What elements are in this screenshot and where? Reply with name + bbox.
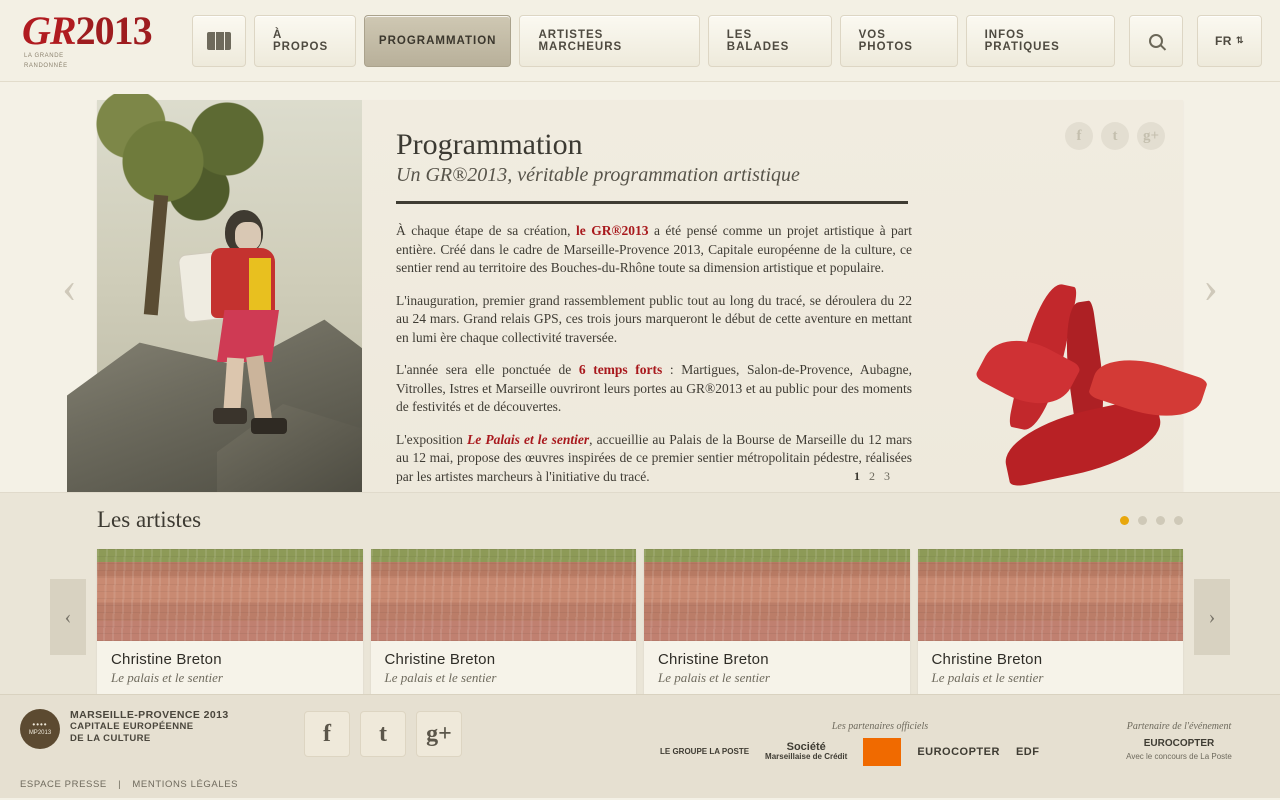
hiker-skirt bbox=[217, 310, 279, 362]
site-logo[interactable] bbox=[22, 7, 164, 70]
nav-item-vos-photos[interactable]: VOS PHOTOS bbox=[840, 15, 958, 67]
footer-links bbox=[20, 779, 238, 790]
hero-next-button[interactable]: › bbox=[1203, 262, 1218, 312]
artist-card-subtitle: Le palais et le sentier bbox=[658, 670, 770, 685]
mp2013-badge-text: MP2013 bbox=[28, 730, 52, 736]
main-navigation bbox=[192, 15, 1262, 67]
site-header bbox=[0, 0, 1280, 82]
carousel-dot-4[interactable] bbox=[1174, 516, 1183, 525]
hiker-jacket-stripe bbox=[249, 258, 271, 316]
pagination-page-1[interactable]: 1 bbox=[854, 469, 863, 483]
event-partner-label: Partenaire de l'événement bbox=[1126, 721, 1232, 732]
twitter-icon[interactable]: t bbox=[1101, 122, 1129, 150]
hiker-figure bbox=[189, 210, 309, 440]
paragraph-text: L'inauguration, premier grand rassemblement public tout au long du tracé, se déroulera du 22 au 24 mars. Grand relais GPS, ces trois jours marqueront le début de cette aventure en mettant en lumi ère chaque collectivité traversée. bbox=[396, 292, 912, 345]
artist-card-subtitle: Le palais et le sentier bbox=[384, 670, 497, 685]
artist-card[interactable] bbox=[371, 549, 637, 700]
twitter-icon[interactable]: t bbox=[360, 711, 406, 757]
logo-year-text: 2013 bbox=[75, 7, 152, 53]
carousel-dot-1[interactable] bbox=[1120, 516, 1129, 525]
artist-card-image bbox=[918, 549, 1184, 641]
artist-card-name: Christine Breton bbox=[384, 651, 496, 668]
artist-card-body bbox=[644, 641, 910, 700]
nav-item-infos-pratiques[interactable]: INFOS PRATIQUES bbox=[966, 15, 1115, 67]
highlighted-text[interactable]: 6 temps forts bbox=[578, 362, 663, 377]
artist-card-body bbox=[371, 641, 637, 700]
title-divider bbox=[396, 201, 908, 204]
artist-card-image bbox=[644, 549, 910, 641]
paragraph-text: a été pensé comme un projet artistique à part entière. Créé dans le cadre de Marseille-Provence 2013, Capitale européenne de la culture, ce sentier rend au territoire des Bouches-du-Rhône toute sa dimension artistique et populaire. bbox=[396, 223, 912, 275]
google-plus-icon[interactable]: g+ bbox=[416, 711, 462, 757]
footer-link-espace-presse[interactable]: ESPACE PRESSE bbox=[20, 779, 107, 790]
hiker-leg-right bbox=[246, 355, 273, 427]
footer-link-mentions-legales[interactable]: MENTIONS LÉGALES bbox=[132, 779, 239, 790]
nav-item-programmation[interactable]: PROGRAMMATION bbox=[364, 15, 512, 67]
artist-card-name: Christine Breton bbox=[658, 651, 769, 668]
search-icon bbox=[1149, 34, 1163, 48]
google-plus-icon[interactable]: g+ bbox=[1137, 122, 1165, 150]
partner-smc-line1: Société bbox=[786, 741, 826, 753]
footer-links-separator: | bbox=[118, 779, 122, 790]
chevron-updown-icon: ⇅ bbox=[1235, 35, 1244, 45]
highlighted-text[interactable]: le GR®2013 bbox=[576, 223, 649, 238]
language-selector[interactable] bbox=[1197, 15, 1262, 67]
hero-social-links bbox=[1065, 122, 1165, 150]
artist-card[interactable] bbox=[918, 549, 1184, 700]
partner-smc[interactable] bbox=[765, 742, 847, 762]
artists-section bbox=[0, 492, 1280, 694]
carousel-dot-2[interactable] bbox=[1138, 516, 1147, 525]
hiker-face bbox=[235, 222, 261, 250]
artist-card-subtitle: Le palais et le sentier bbox=[111, 670, 223, 685]
mp2013-line2: CAPITALE EUROPÉENNE bbox=[70, 721, 194, 732]
artist-card-body bbox=[97, 641, 363, 700]
hero-paragraph-2 bbox=[396, 292, 912, 348]
partner-eurocopter[interactable]: EUROCOPTER bbox=[917, 746, 1000, 758]
logo-subtitle-line1: LA GRANDE bbox=[24, 52, 64, 59]
hero-section bbox=[0, 82, 1280, 492]
search-button[interactable] bbox=[1129, 15, 1183, 67]
partner-smc-line2: Marseillaise de Crédit bbox=[765, 752, 848, 761]
page-subtitle: Un GR®2013, véritable programmation artistique bbox=[396, 164, 800, 186]
mp2013-line3: DE LA CULTURE bbox=[70, 733, 151, 744]
paragraph-text: L'exposition bbox=[396, 431, 468, 447]
facebook-icon[interactable]: f bbox=[304, 711, 350, 757]
logo-subtitle-line2: RANDONNÉE bbox=[24, 62, 68, 69]
hero-paragraph-list bbox=[396, 222, 1143, 537]
nav-item-map[interactable] bbox=[192, 15, 246, 67]
hero-prev-button[interactable]: ‹ bbox=[62, 262, 77, 312]
artists-carousel-dots bbox=[1120, 516, 1183, 525]
hero-paragraph-1 bbox=[396, 222, 912, 278]
hiker-shoe-left bbox=[213, 408, 247, 424]
event-partner-name: EUROCOPTER bbox=[1143, 738, 1215, 749]
paragraph-text: À chaque étape de sa création, bbox=[396, 223, 576, 238]
pagination-page-3[interactable]: 3 bbox=[884, 469, 893, 483]
artists-card-list bbox=[97, 549, 1183, 700]
artists-title: Les artistes bbox=[97, 507, 202, 532]
hero-paragraph-4 bbox=[396, 431, 912, 487]
nav-item-a-propos[interactable]: À PROPOS bbox=[254, 15, 356, 67]
logo-wordmark bbox=[22, 7, 152, 53]
artists-next-button[interactable]: › bbox=[1194, 579, 1230, 655]
hero-illustration bbox=[97, 100, 362, 502]
artist-card-subtitle: Le palais et le sentier bbox=[931, 670, 1044, 685]
official-partners-label: Les partenaires officiels bbox=[831, 721, 929, 732]
nav-item-artistes-marcheurs[interactable]: ARTISTES MARCHEURS bbox=[519, 15, 699, 67]
mp2013-dots: •••• bbox=[32, 720, 48, 729]
artist-card-image bbox=[97, 549, 363, 641]
paragraph-text: , accueillie au Palais de la Bourse de Marseille du 12 mars au 12 mai, propose des œuvres inspirées de ce premier sentier métropolitain pédestre, réalisées par les artistes marcheurs à l'initiative du tracé. bbox=[396, 431, 912, 484]
language-value: FR bbox=[1214, 33, 1232, 48]
map-icon bbox=[207, 32, 231, 50]
artist-card-image bbox=[371, 549, 637, 641]
artist-card[interactable] bbox=[97, 549, 363, 700]
event-partner-logo[interactable] bbox=[1094, 738, 1264, 761]
official-partners bbox=[660, 721, 1100, 766]
hero-panel bbox=[97, 100, 1183, 502]
artist-card-name: Christine Breton bbox=[111, 651, 222, 668]
paragraph-text: : Martigues, Salon-de-Provence, Aubagne, Vitrolles, Istres et Marseille ouvriront leurs portes au GR®2013 et au public pour des moments de festivités et de découvertes. bbox=[396, 362, 912, 414]
hero-content bbox=[362, 100, 1183, 502]
mp2013-logo bbox=[20, 709, 60, 749]
pagination-page-2[interactable]: 2 bbox=[869, 469, 878, 483]
official-partners-row bbox=[660, 738, 1100, 766]
artist-card-body bbox=[918, 641, 1184, 700]
highlighted-text[interactable]: Le Palais et le sentier bbox=[467, 431, 590, 447]
event-partner-sub: Avec le concours de La Poste bbox=[1126, 752, 1232, 761]
logo-gr-text: GR bbox=[22, 7, 76, 53]
hero-pagination[interactable] bbox=[854, 469, 893, 484]
partner-edf[interactable]: EDF bbox=[1015, 746, 1040, 758]
carousel-dot-3[interactable] bbox=[1156, 516, 1165, 525]
partner-orange[interactable] bbox=[863, 738, 901, 766]
hiker-shoe-right bbox=[251, 418, 287, 434]
event-partner bbox=[1094, 721, 1264, 761]
artist-card[interactable] bbox=[644, 549, 910, 700]
hero-paragraph-3 bbox=[396, 361, 912, 417]
mp2013-text bbox=[70, 709, 229, 745]
mp2013-block[interactable] bbox=[20, 709, 270, 749]
footer-social-links bbox=[304, 711, 462, 757]
artist-card-name: Christine Breton bbox=[931, 651, 1043, 668]
page-title: Programmation bbox=[396, 128, 583, 161]
paragraph-text: L'année sera elle ponctuée de bbox=[396, 362, 579, 377]
site-footer bbox=[0, 694, 1280, 798]
facebook-icon[interactable]: f bbox=[1065, 122, 1093, 150]
partner-la-poste[interactable]: LE GROUPE LA POSTE bbox=[660, 747, 750, 756]
mp2013-line1: MARSEILLE-PROVENCE 2013 bbox=[70, 709, 229, 721]
nav-item-les-balades[interactable]: LES BALADES bbox=[708, 15, 832, 67]
artists-header bbox=[97, 507, 1183, 533]
artists-prev-button[interactable]: ‹ bbox=[50, 579, 86, 655]
